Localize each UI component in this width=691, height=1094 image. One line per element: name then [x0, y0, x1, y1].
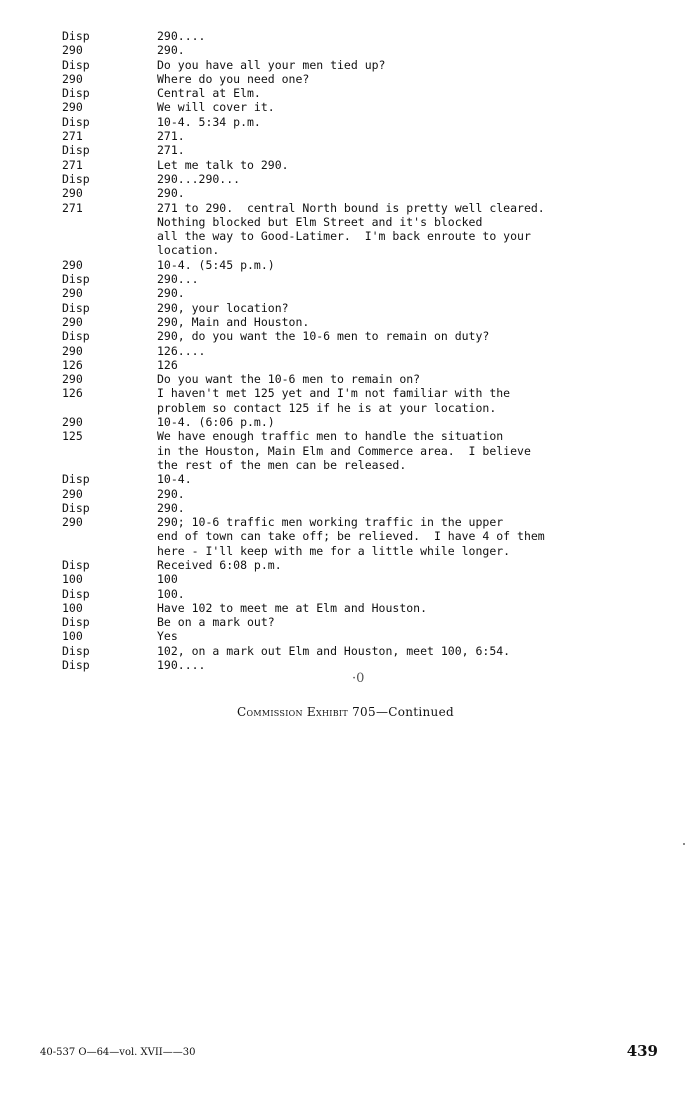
speaker: Disp	[62, 329, 90, 344]
transcript-line	[62, 115, 652, 129]
speaker: Disp	[62, 272, 90, 287]
message: 126....	[157, 343, 206, 358]
message: Let me talk to 290.	[157, 157, 289, 172]
message: 290....	[157, 29, 206, 43]
speaker: 290	[62, 100, 83, 115]
transcript-line	[62, 29, 652, 43]
transcript-line	[62, 515, 652, 558]
message: 10-4.	[157, 472, 192, 487]
transcript-line	[62, 501, 652, 515]
speaker: 290	[62, 257, 83, 272]
exhibit-caption	[0, 705, 691, 719]
message: Where do you need one?	[157, 71, 310, 86]
transcript-line	[62, 86, 652, 100]
transcript-line	[62, 143, 652, 157]
transcript-line	[62, 158, 652, 172]
message: Yes	[157, 629, 178, 644]
message: 100	[157, 572, 178, 587]
message: 290.	[157, 500, 185, 515]
message: Received 6:08 p.m.	[157, 557, 282, 572]
speaker: 290	[62, 515, 83, 530]
speaker: 290	[62, 286, 83, 301]
transcript-line	[62, 258, 652, 272]
transcript-line	[62, 344, 652, 358]
transcript-line	[62, 644, 652, 658]
speaker: Disp	[62, 658, 90, 673]
transcript-line	[62, 572, 652, 586]
speaker: Disp	[62, 500, 90, 515]
transcript-line	[62, 129, 652, 143]
message: 290...290...	[157, 171, 241, 186]
transcript-line	[62, 386, 652, 415]
speaker: 271	[62, 157, 83, 172]
message: We have enough traffic men to handle the situation in the Houston, Main Elm and Commerce area. I believe the rest of the men can be released.	[157, 429, 531, 472]
transcript-line	[62, 587, 652, 601]
message: Do you have all your men tied up?	[157, 57, 386, 72]
message: 190....	[157, 658, 206, 673]
speaker: 100	[62, 600, 83, 615]
speaker: Disp	[62, 29, 90, 43]
transcript-line	[62, 358, 652, 372]
transcript-line	[62, 301, 652, 315]
transcript-line	[62, 201, 652, 258]
speaker: 290	[62, 343, 83, 358]
speaker: 271	[62, 200, 83, 215]
speaker: Disp	[62, 586, 90, 601]
transcript-line	[62, 558, 652, 572]
exhibit-suffix: —Continued	[375, 705, 454, 719]
speaker: Disp	[62, 472, 90, 487]
transcript-line	[62, 100, 652, 114]
message: 10-4. (6:06 p.m.)	[157, 415, 275, 430]
transcript-line	[62, 487, 652, 501]
transcript-line	[62, 58, 652, 72]
message: Do you want the 10-6 men to remain on?	[157, 372, 421, 387]
speaker: 100	[62, 572, 83, 587]
message: 10-4. 5:34 p.m.	[157, 114, 261, 129]
transcript-line	[62, 186, 652, 200]
transcript-line	[62, 172, 652, 186]
speaker: 290	[62, 486, 83, 501]
speaker: 126	[62, 386, 83, 401]
message: 10-4. (5:45 p.m.)	[157, 257, 275, 272]
speaker: 290	[62, 314, 83, 329]
speaker: Disp	[62, 57, 90, 72]
speaker: 290	[62, 186, 83, 201]
message: 290; 10-6 traffic men working traffic in the upper end of town can take off; be relieved. I have 4 of them here - I'll keep with me for a little while longer.	[157, 515, 545, 558]
exhibit-title: Commission Exhibit 705	[237, 705, 376, 719]
speaker: Disp	[62, 300, 90, 315]
speaker: 290	[62, 71, 83, 86]
message: 290, your location?	[157, 300, 289, 315]
transcript-line	[62, 415, 652, 429]
speaker: Disp	[62, 114, 90, 129]
speaker: Disp	[62, 171, 90, 186]
transcript-line	[62, 315, 652, 329]
scan-speck	[683, 843, 685, 845]
speaker: 126	[62, 357, 83, 372]
speaker: 125	[62, 429, 83, 444]
speaker: 100	[62, 629, 83, 644]
transcript-line	[62, 429, 652, 472]
transcript-line	[62, 43, 652, 57]
message: 271 to 290. central North bound is pretty well cleared. Nothing blocked but Elm Street and it's blocked all the way to Good-Latimer. I'm back enroute to your location.	[157, 200, 545, 258]
message: 126	[157, 357, 178, 372]
speaker: 271	[62, 129, 83, 144]
speaker: Disp	[62, 557, 90, 572]
speaker: Disp	[62, 615, 90, 630]
message: Have 102 to meet me at Elm and Houston.	[157, 600, 428, 615]
speaker: Disp	[62, 643, 90, 658]
message: 290.	[157, 486, 185, 501]
message: 290.	[157, 286, 185, 301]
transcript-line	[62, 472, 652, 486]
transcript-line	[62, 329, 652, 343]
transcript	[62, 29, 652, 672]
message: I haven't met 125 yet and I'm not familiar with the problem so contact 125 if he is at your location.	[157, 386, 511, 415]
message: 290.	[157, 43, 185, 58]
stray-mark: ·0	[352, 671, 365, 686]
message: 290, Main and Houston.	[157, 314, 310, 329]
print-code: 40-537 O—64—vol. XVII——30	[40, 1047, 196, 1058]
message: 271.	[157, 143, 185, 158]
page-number: 439	[626, 1042, 658, 1060]
transcript-line	[62, 72, 652, 86]
message: We will cover it.	[157, 100, 275, 115]
message: 290, do you want the 10-6 men to remain on duty?	[157, 329, 490, 344]
speaker: 290	[62, 372, 83, 387]
message: 271.	[157, 129, 185, 144]
message: 102, on a mark out Elm and Houston, meet 100, 6:54.	[157, 643, 511, 658]
speaker: Disp	[62, 86, 90, 101]
speaker: Disp	[62, 143, 90, 158]
speaker: 290	[62, 415, 83, 430]
transcript-line	[62, 272, 652, 286]
message: 100.	[157, 586, 185, 601]
message: Be on a mark out?	[157, 615, 275, 630]
speaker: 290	[62, 43, 83, 58]
transcript-line	[62, 601, 652, 615]
transcript-line	[62, 615, 652, 629]
message: 290.	[157, 186, 185, 201]
message: Central at Elm.	[157, 86, 261, 101]
message: 290...	[157, 272, 199, 287]
transcript-line	[62, 372, 652, 386]
transcript-line	[62, 286, 652, 300]
transcript-line	[62, 629, 652, 643]
